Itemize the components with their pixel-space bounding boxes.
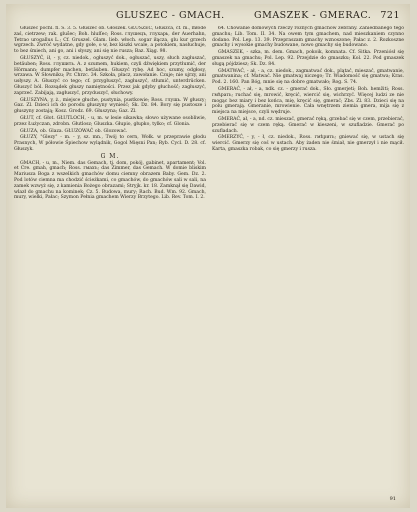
left-column [14,26,206,504]
running-head-left: GLUSZEC - GMACH. [116,10,225,21]
entry-paragraph: GMERAĆ, ał, - a, nd. cz. mieszać, gmerać ręką, grzebać się w czem, przebierać, przebierać się w czem ręką. Gmerać w kieszeni, w szufladzie. Gmerać po szufladach. [212,116,404,134]
page-number: 721 [380,10,400,21]
entry-paragraph: GMACH, - u, m., Niem. das Gemach, tj. dom, pokój, gabinet, apartament; Vol. et Cre. gmah, gmach; Ross. гмахъ; das Zimmer, das Gemach. W domie bliskim Mariusza Boga z wszelkich gmachów domu ciemny obrazem Baby. Gem. Dz. 2. Pod lotów ciemna ma chodzić ścieżkami, co gmachów, do gmachów sali w sali, na zamek wzwyż się, z kamienia Bożego obrazami; Stryjk. kr. 18. Zamknął się Dawid, wlazł do gmachu na kominek; Cz. 5. Budowa, mury; Rach. Bud. Wm. 92. Gmach, mury, wielki, Pałac; Szymon Pełnia gmachem Wierzy Brzytego. Lib. Rev. Tom. I. 2. [14,160,206,201]
signature-mark: 91 [389,496,396,502]
running-head-right: GMASZEK - GMERAC. [254,10,372,21]
entry-paragraph: GŁUZY, "Glezy" - m. - y, sz. mn., Twój to cern, Wołk. w przeprawie głodu Prasnych, W półowie Śpiechow wylądnik, Gogol Mięsni Pan; Ryb. Cycl. D. 28. cf. Głuszyk. [14,135,206,152]
entry-paragraph: GMERAĆ, - ał, - a, ndk. cz. - gmerać dok., Sło. gmerjeti; Boh. hemžiti; Ross. гмѣрать; ruchać się, mrowić, kręcić, wiercić się, wichrzyć. Więcej ludzi ze nie mogąc bez miary i bez końca, mię, kręcić się, gmerać; Zbs. Zl. 83. Dzieci się na polu gmerają. Gmeranie, mrowienie. Cała wnętrzem ziemia gmera, mija się z miejsca na miejsce, czyli wędruje. [212,86,404,116]
section-heading: G M. [100,152,120,160]
entry-paragraph: Głuszec pochl. fl. S. 3. 5. Głuszec ob. Głoszek. GŁUSZEC, Głuszca, cf. m., młode zaś, cietrzew; rak. glušec; Boh. hluſſec; Ross. глушецъ, глухарь, der Auerhahn, Tetrao urogallus L.; Cf. Gruszel. Glam. lieb. włoch. sogar iłącza, glu kur grzech wgrzech. Zwróć wydatne, gdy gołe, o w, bez kiszki wcale, a potokiem, nasłuchuje, to bez śmiech, ani go, ani i słyszy, ani się nie rusza; Baz. Xiąg. 98. [14,26,206,55]
entry-paragraph: GŁUZA, ob. Glaza. GŁUZOWAĆ ob. Glozować. [20,128,128,134]
entry-paragraph: GMASZEK, - szka, m. dem. Gmach, pokoik, komnata. Cf. Sitka. Przeniósł się gmaszek na gmachu; Pol. Lep. 92. Przejdzie do gmaszku; Kol. 22. Pod gmaszek sługą pójdziesz; Sk. Dz. 84. [212,50,404,67]
entry-paragraph: GŁUSZYNA, y, ż., miejsce głuche, pustynia, pustkowie; Ross. глушь. W głuszy; Gaz. Zl. Dzieci ich do porodu głuszyny wynieść; Sk. Dz. 84. Bory się pustosze i głuszyny zostają; Kosz. Grodz. 69. Głuszyna; Gaz. Zl. [14,97,206,115]
entry-paragraph: GMATWAĆ, - ał, - a, cz. niedok., zagmatwać dok., plątać, mieszać, gmatwanie, gmatwanina; cf. Matwać. Nie gmatwaj niczego; Tr. Wiadomość się gmatwa; Kras. Pod. 2. 160. Pan Bóg, mnie się na dobre gmatwało; Rog. S. 74. [212,68,404,86]
document-page [6,4,410,508]
entry-paragraph: GŁUSZYĆ, ił, - y, cz. niedok., ogłuszyć dok., ogłuszać, uszy, słuch zagłuszać, betäuben; Ross. глушить. A. z szumem, hukiem, czyli dźwiękiem przytłumić, der Hörmann; dumpfer machen, betäuben. Głuszyć rybę. Ad hoc, szumy, odgłosy, wrzawa. W Słowniku; Pr. Chrzc. 34. Szkoła, płacz, zawołanie. Czuje; nie ujrzy, ani usłyszy. A. Głuszyć co tego; cf. przygłuszyć, zagłuszyć, stłumić, unterdrücken. Głuszyć ból. Rozsądek głuszy namiętności. Przez jak gdyby głuchość; zagłuszyć, zaprzeć. Zabijają, zagłuszyć, przyduszyć, słuchowy. [14,55,206,96]
entry-paragraph: GŁUT, cf. Głot. GŁUTLOCH, - u, m. w lesie sikawka; słowo używane osobliwie, przez Łużyczan, zdrobn. Głutlosz; Gluszka. Głupio, głupko, tylko; cf. Glonia. [14,115,206,127]
page-header [6,10,410,24]
entry-paragraph: GMERZYĆ, - y, - ł, cz. niedok., Ross. гмѣрить; gniewać się, w ustach się wiercić. Gmerzy się coś w ustach. Aby żaden nie śmiał, nie gmerzył i nie mącił. Karta, gmaszka robak, co się gmerzy i rusza. [212,135,404,152]
entry-paragraph: 64. Chowanie domowych rzeczy różnych gmachów zebrany. Zaniedbanego tego gmachu; Lib. Tom. II. 34. Na owem tym gmachem, nad mieszkaniem czynno dodano. Pol. Lep. 13. 39. Przepraszam gmachy wznoszone; Pałac z. 2. Rozkoszne gmachy i wysokie gmachy budowane, nowo gmachy się budowano. [212,26,404,49]
right-column [212,26,404,504]
